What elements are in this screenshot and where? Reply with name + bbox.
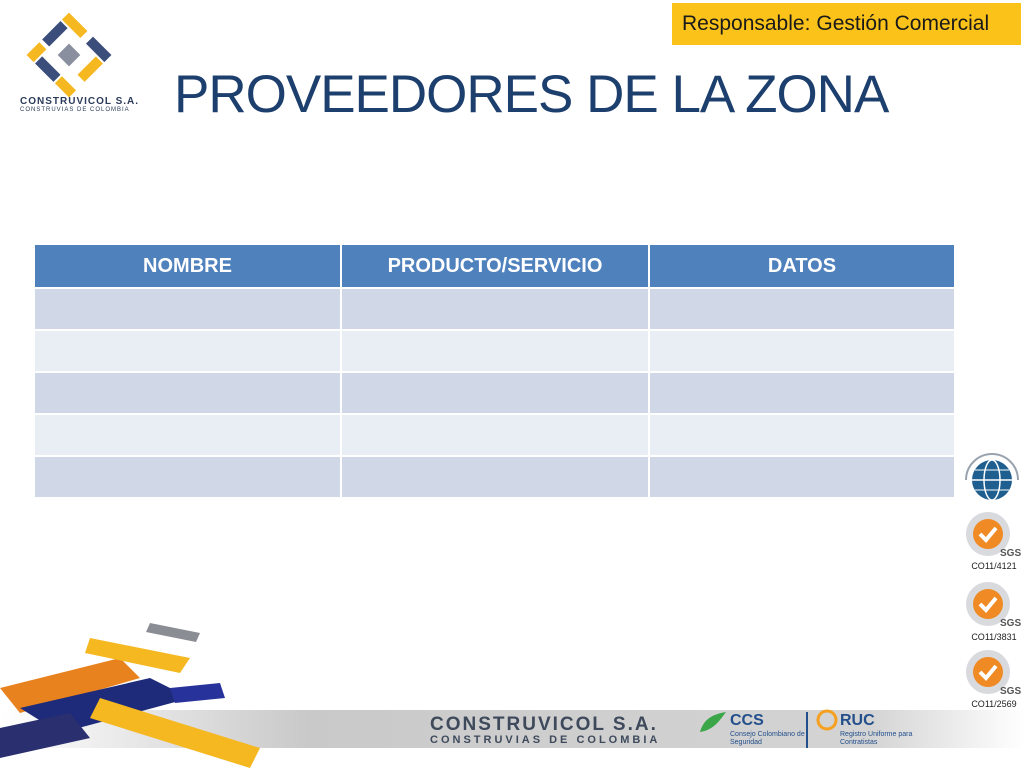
table-cell [34,456,341,498]
footer-company-name: CONSTRUVICOL S.A. [430,714,658,735]
column-header-nombre: NOMBRE [34,244,341,288]
column-header-datos: DATOS [649,244,955,288]
table-cell [649,456,955,498]
svg-text:SGS: SGS [1000,618,1022,629]
responsible-label: Responsable: [682,12,811,35]
logo-company-subtitle: CONSTRUVIAS DE COLOMBIA [20,107,130,113]
table-cell [34,372,341,414]
responsible-banner [672,3,1021,45]
table-cell [341,414,649,456]
global-compact-seal-icon [960,446,1024,504]
sgs-ohsas-seal-icon [960,646,1024,698]
table-cell [341,330,649,372]
providers-table [33,243,956,499]
table-cell [649,288,955,330]
ccs-text: Consejo Colombiano de Seguridad [730,731,805,746]
ccs-label: CCS [730,712,764,729]
construction-beams-illustration [0,618,280,768]
table-cell [649,330,955,372]
table-row [34,414,955,456]
ruc-label: RUC [840,712,875,729]
table-cell [34,414,341,456]
logo-company-name: CONSTRUVICOL S.A. [20,96,140,107]
table-row [34,288,955,330]
table-cell [341,288,649,330]
cert-code: CO11/4121 [971,561,1017,571]
svg-text:SGS: SGS [1000,548,1022,559]
table-cell [649,414,955,456]
footer-company-subtitle: CONSTRUVIAS DE COLOMBIA [430,734,661,746]
table-row [34,456,955,498]
sgs-iso-9001-seal-icon [960,578,1024,630]
svg-text:SGS: SGS [1000,686,1022,697]
table-cell [649,372,955,414]
responsible-value: Gestión Comercial [816,12,990,35]
page-title: PROVEEDORES DE LA ZONA [174,65,889,124]
ruc-badge-icon [816,709,838,731]
table-cell [341,456,649,498]
footer-divider [806,712,808,748]
ccs-leaf-icon [698,710,728,736]
table-cell [34,330,341,372]
table-cell [34,288,341,330]
ruc-text: Registro Uniforme para Contratistas [840,731,913,746]
table-row [34,372,955,414]
cert-code: CO11/2569 [971,699,1017,709]
column-header-producto-servicio: PRODUCTO/SERVICIO [341,244,649,288]
cert-code: CO11/3831 [971,632,1017,642]
table-row [34,330,955,372]
table-header-row [34,244,955,288]
table-cell [341,372,649,414]
sgs-iso-14001-seal-icon [960,508,1024,560]
